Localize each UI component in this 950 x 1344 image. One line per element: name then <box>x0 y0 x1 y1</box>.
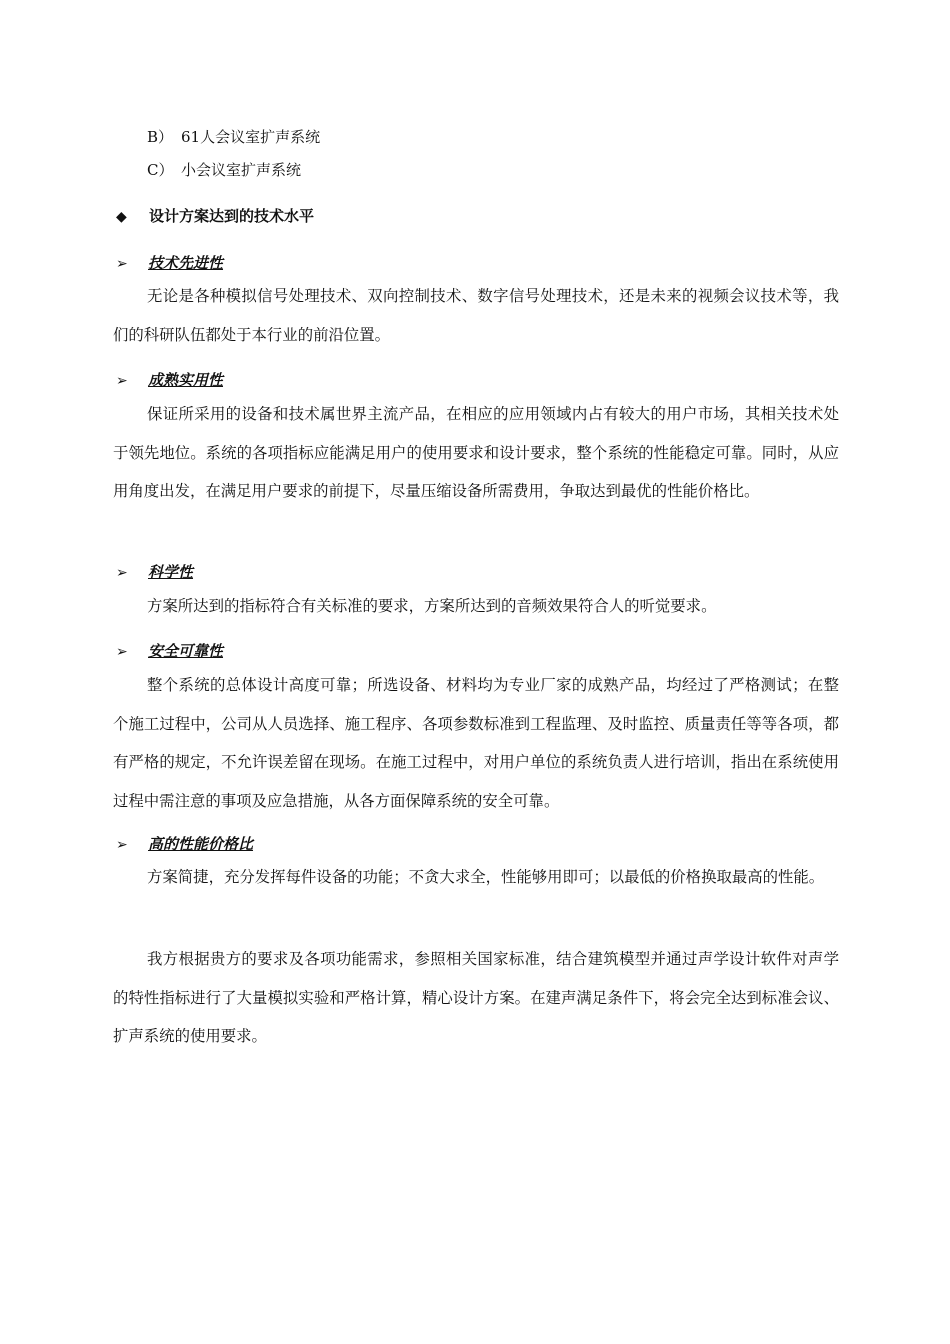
paragraph-scientific: 方案所达到的指标符合有关标准的要求，方案所达到的音频效果符合人的听觉要求。 <box>147 597 717 615</box>
paragraph-safety-reliability: 整个系统的总体设计高度可靠；所选设备、材料均为专业厂家的成熟产品，均经过了严格测试；在整个施工过程中，公司从人员选择、施工程序、各项参数标准到工程监理、及时监控、质量责任等等各项，都有严格的规定，不允许误差留在现场。在施工过程中，对用户单位的系统负责人进行培训，指出在系统使用过程中需注意的事项及应急措施，从各方面保障系统的安全可靠。 <box>113 676 839 810</box>
paragraph-mature-practicality: 保证所采用的设备和技术属世界主流产品，在相应的应用领域内占有较大的用户市场，其相关技术处于领先地位。系统的各项指标应能满足用户的使用要求和设计要求，整个系统的性能稳定可靠。同时，从应用角度出发，在满足用户要求的前提下，尽量压缩设备所需费用，争取达到最优的性能价格比。 <box>113 405 839 500</box>
arrow-bullet-icon: ➢ <box>116 256 128 272</box>
section-heading-text: 设计方案达到的技术水平 <box>149 207 315 225</box>
subheading-mature-practicality <box>116 369 223 392</box>
paragraph-advanced-technology: 无论是各种模拟信号处理技术、双向控制技术、数字信号处理技术，还是未来的视频会议技术等，我们的科研队伍都处于本行业的前沿位置。 <box>113 287 839 344</box>
arrow-bullet-icon: ➢ <box>116 373 128 389</box>
subheading-title: 高的性能价格比 <box>148 835 254 853</box>
section-heading <box>116 205 314 228</box>
subheading-title: 成熟实用性 <box>148 371 224 389</box>
arrow-bullet-icon: ➢ <box>116 837 128 853</box>
list-item-text: 61人会议室扩声系统 <box>181 128 321 146</box>
subheading-safety-reliability <box>116 640 223 663</box>
subheading-scientific <box>116 561 193 584</box>
list-marker: B） <box>147 128 174 146</box>
subheading-cost-performance <box>116 833 253 856</box>
subheading-title: 安全可靠性 <box>148 642 224 660</box>
list-item <box>147 160 301 180</box>
paragraph-cost-performance: 方案简捷，充分发挥每件设备的功能；不贪大求全，性能够用即可；以最低的价格换取最高的性能。 <box>147 868 825 886</box>
subheading-advanced-technology <box>116 252 223 275</box>
subheading-title: 技术先进性 <box>148 254 224 272</box>
subheading-title: 科学性 <box>148 563 194 581</box>
list-item-text: 小会议室扩声系统 <box>181 161 302 179</box>
list-item <box>147 127 320 147</box>
arrow-bullet-icon: ➢ <box>116 644 128 660</box>
diamond-bullet-icon: ◆ <box>116 209 127 225</box>
closing-paragraph: 我方根据贵方的要求及各项功能需求，参照相关国家标准，结合建筑模型并通过声学设计软件对声学的特性指标进行了大量模拟实验和严格计算，精心设计方案。在建声满足条件下，将会完全达到标准会议、扩声系统的使用要求。 <box>113 950 839 1045</box>
list-marker: C） <box>147 161 174 179</box>
arrow-bullet-icon: ➢ <box>116 565 128 581</box>
